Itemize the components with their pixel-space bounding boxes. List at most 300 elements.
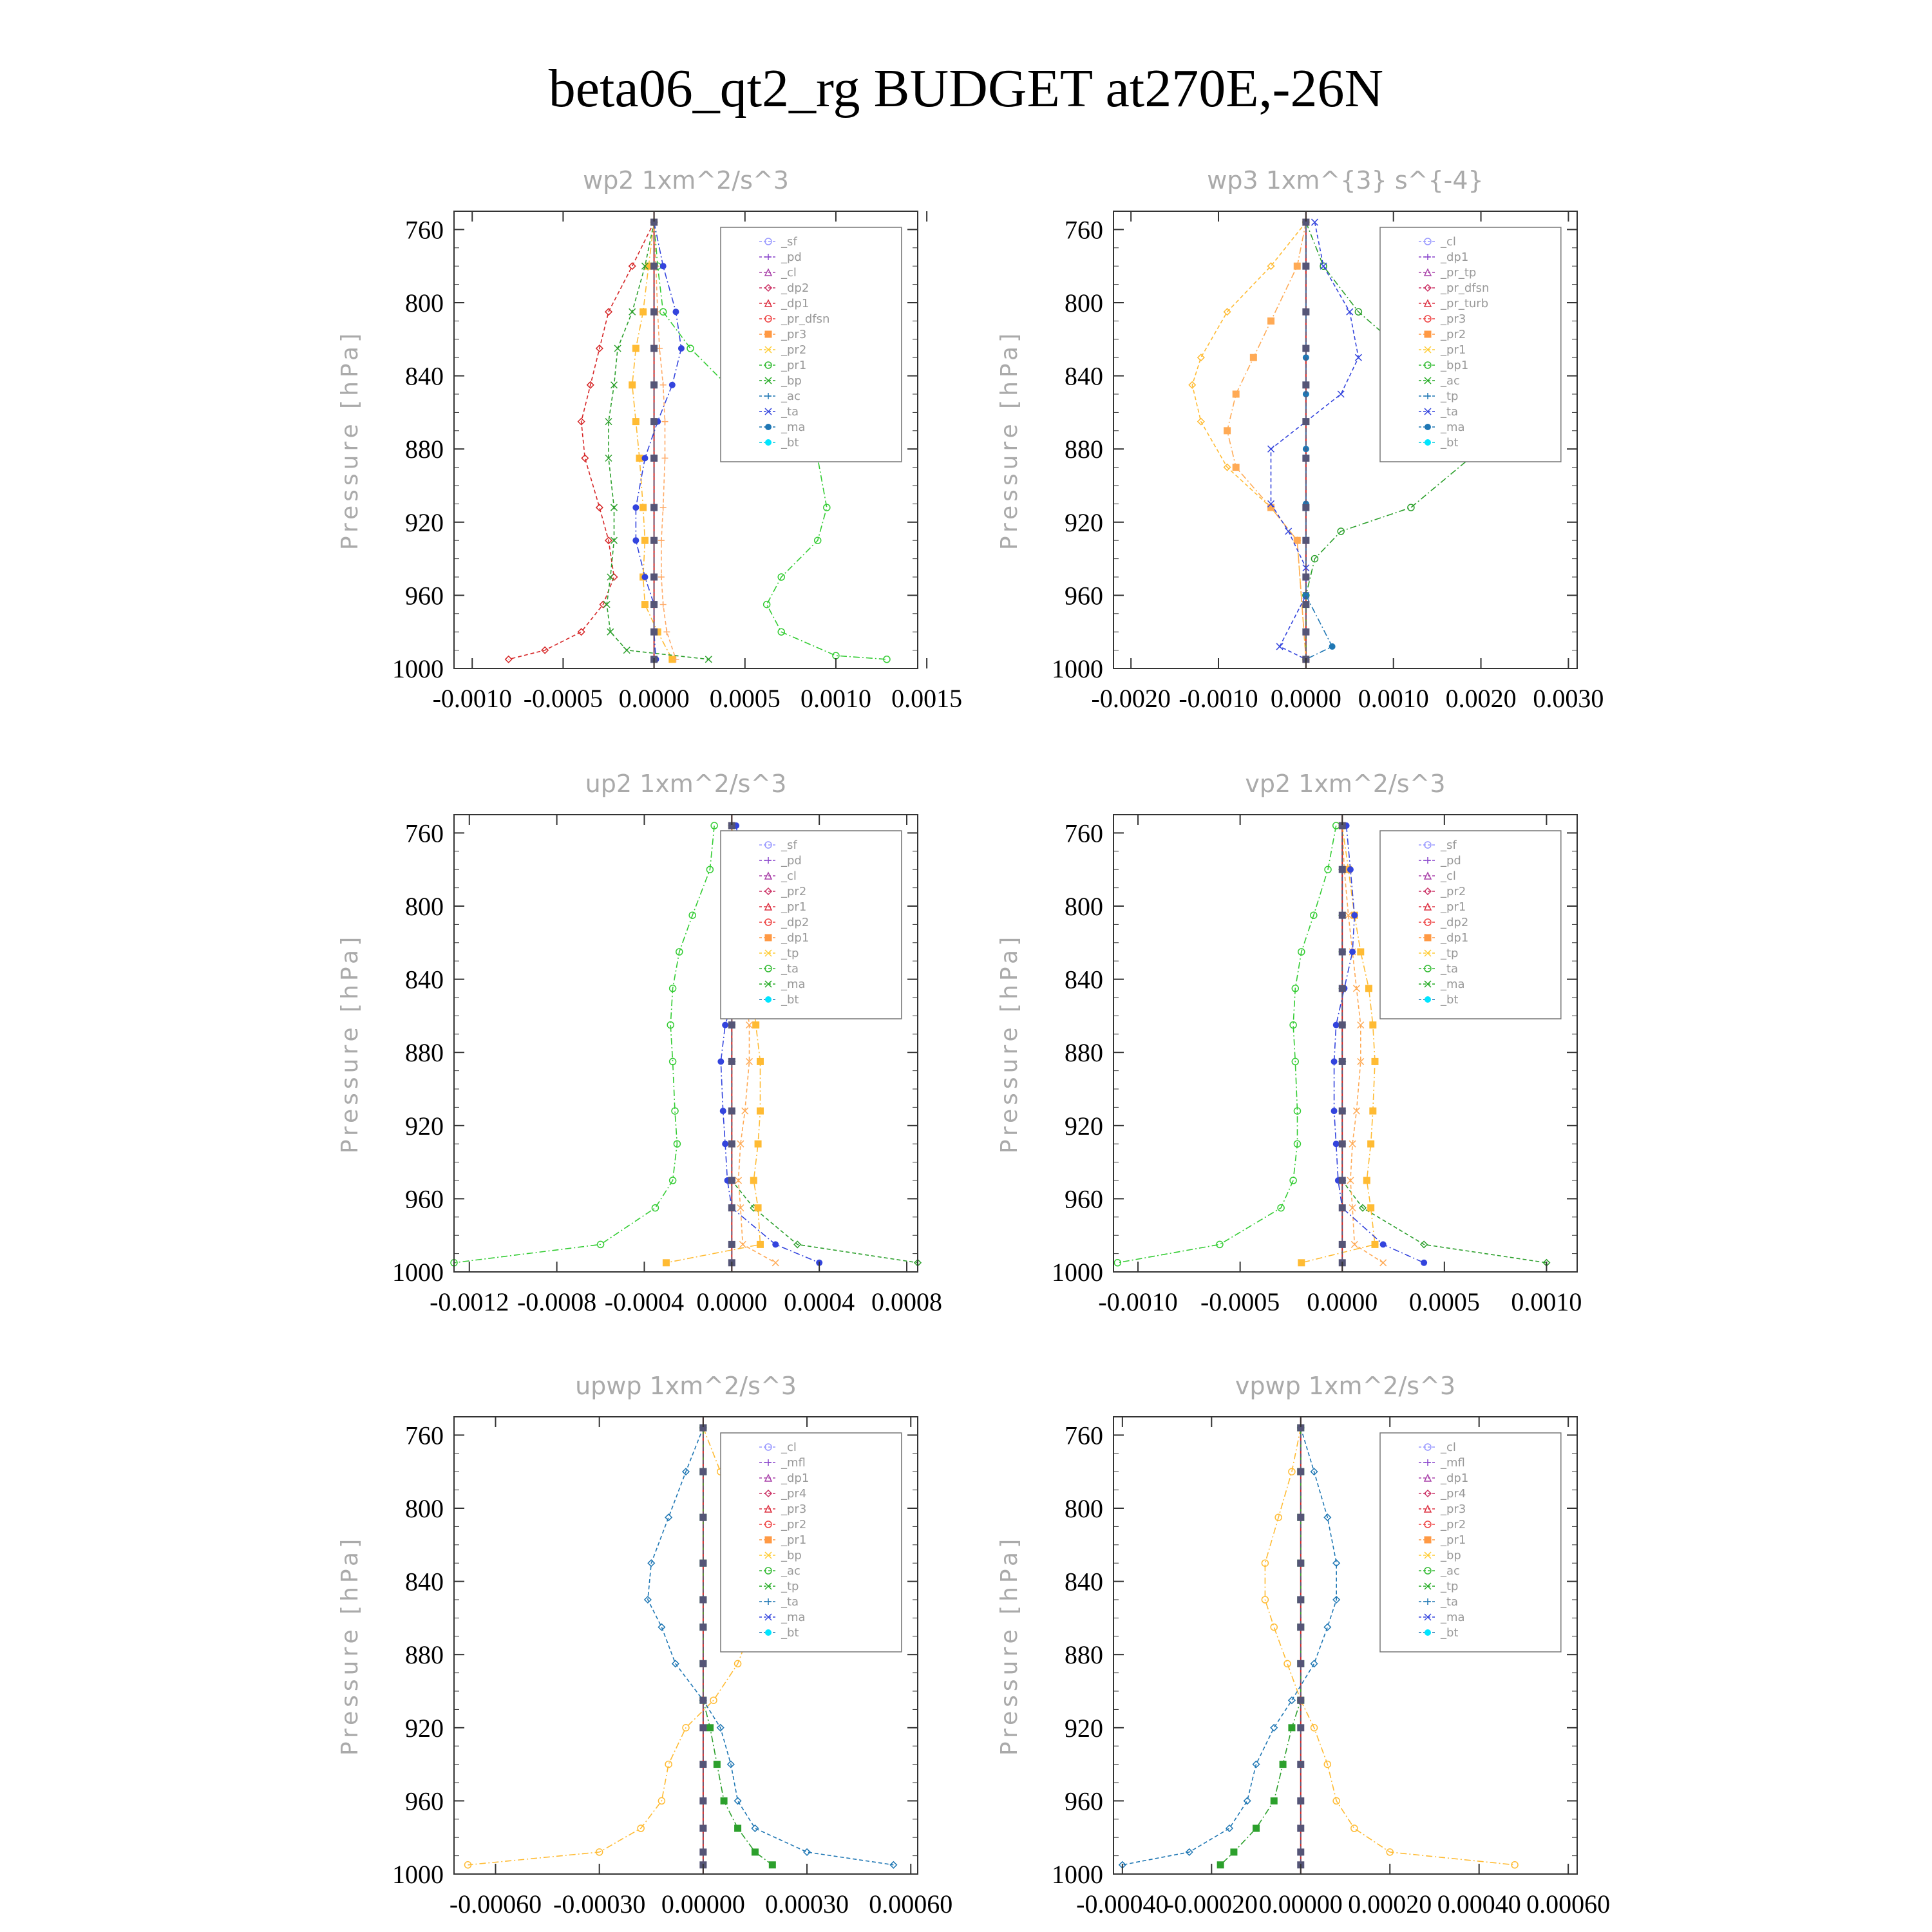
data-point	[705, 656, 712, 663]
legend-entry: _pr_dfsn	[781, 312, 830, 326]
data-point	[1233, 391, 1239, 397]
x-tick-label: 0.0000	[696, 1287, 768, 1316]
data-point	[1329, 643, 1336, 650]
legend-entry: _bt	[1441, 993, 1459, 1007]
legend-entry: _pr2	[1441, 1518, 1466, 1531]
y-tick-label: 840	[1065, 361, 1103, 391]
series-line-bp	[1220, 1428, 1301, 1865]
series-line-dp1	[509, 222, 654, 659]
data-point	[641, 455, 648, 461]
panel-title: wp3 1xm^{3} s^{-4}	[1207, 166, 1484, 194]
data-point	[672, 308, 679, 315]
x-tick-label: -0.0005	[523, 684, 603, 713]
y-tick-label: 840	[405, 1567, 444, 1596]
x-tick-label: 0.0008	[871, 1287, 943, 1316]
data-point	[1298, 1797, 1304, 1804]
series-line-pr3	[654, 222, 676, 659]
data-point	[629, 308, 636, 315]
legend-entry: _cl	[1441, 235, 1456, 249]
legend-box	[1380, 1433, 1561, 1652]
data-point	[1339, 1058, 1345, 1065]
data-point	[652, 1205, 658, 1211]
data-point	[1280, 1761, 1286, 1768]
legend-entry: _ma	[1441, 421, 1465, 434]
data-point	[1339, 1177, 1345, 1184]
chart-panel-2	[996, 166, 1604, 713]
y-tick-label: 920	[1065, 1713, 1103, 1743]
data-point	[1368, 1205, 1374, 1211]
data-point	[1339, 1241, 1345, 1247]
y-axis-label: Pressure [hPa]	[996, 933, 1023, 1154]
x-tick-label: 0.0010	[1511, 1287, 1582, 1316]
legend-marker	[1425, 424, 1431, 430]
data-point	[1333, 1141, 1340, 1147]
y-tick-label: 920	[405, 1111, 444, 1141]
legend-entry: _ta	[1441, 1595, 1459, 1609]
data-point	[665, 1514, 672, 1520]
data-point	[1298, 1624, 1304, 1631]
legend-entry: _pr3	[781, 1502, 807, 1516]
y-tick-label: 960	[1065, 1184, 1103, 1214]
data-point	[710, 1697, 717, 1703]
y-tick-label: 960	[405, 581, 444, 611]
legend-marker	[765, 331, 772, 337]
chart-panel-5	[337, 1372, 952, 1918]
y-tick-label: 880	[405, 435, 444, 464]
data-point	[700, 1849, 706, 1855]
data-point	[1421, 1260, 1427, 1266]
x-tick-label: 0.0000	[1307, 1287, 1378, 1316]
x-tick-label: -0.0004	[604, 1287, 685, 1316]
y-axis-label: Pressure [hPa]	[337, 1535, 363, 1756]
data-point	[641, 537, 648, 544]
data-point	[660, 263, 667, 269]
data-point	[1349, 949, 1356, 955]
data-point	[700, 1560, 706, 1566]
y-tick-label: 760	[1065, 1421, 1103, 1450]
y-tick-label: 760	[405, 215, 444, 245]
y-tick-label: 800	[1065, 1494, 1103, 1523]
data-point	[1303, 263, 1309, 269]
series-line-pr1	[1192, 222, 1306, 659]
y-tick-label: 1000	[1052, 1860, 1103, 1889]
data-point	[1303, 308, 1309, 315]
data-point	[707, 1725, 714, 1731]
data-point	[632, 419, 639, 425]
panel-title: upwp 1xm^2/s^3	[575, 1372, 797, 1400]
x-tick-label: -0.00060	[449, 1889, 542, 1918]
legend-entry: _ta	[1441, 962, 1459, 976]
data-point	[1285, 528, 1292, 535]
y-tick-label: 880	[405, 1038, 444, 1068]
data-point	[1363, 1177, 1370, 1184]
data-point	[1339, 949, 1345, 955]
data-point	[833, 652, 839, 659]
y-tick-label: 880	[1065, 1640, 1103, 1670]
data-point	[1347, 866, 1354, 873]
data-point	[1351, 1241, 1358, 1247]
data-point	[1339, 912, 1345, 918]
y-tick-label: 840	[405, 361, 444, 391]
legend-marker	[765, 1537, 772, 1543]
legend-box	[721, 831, 902, 1019]
data-point	[1303, 574, 1309, 580]
data-point	[1368, 1141, 1374, 1147]
data-point	[1294, 263, 1300, 269]
data-point	[614, 345, 621, 352]
data-point	[678, 345, 685, 352]
data-point	[670, 1058, 676, 1065]
x-tick-label: 0.00030	[765, 1889, 849, 1918]
data-point	[1298, 1697, 1304, 1703]
data-point	[1217, 1862, 1224, 1868]
y-tick-label: 760	[1065, 819, 1103, 848]
x-tick-label: 0.00060	[869, 1889, 953, 1918]
x-tick-label: 0.00000	[1258, 1889, 1343, 1918]
data-point	[1303, 537, 1309, 544]
data-point	[641, 574, 648, 580]
x-tick-label: 0.0000	[618, 684, 690, 713]
legend-entry: _ac	[1441, 374, 1460, 388]
panels-group	[337, 166, 1610, 1918]
data-point	[700, 1468, 706, 1475]
legend-entry: _bp	[781, 1549, 802, 1562]
y-tick-label: 920	[405, 1713, 444, 1743]
legend-entry: _ac	[781, 1564, 800, 1578]
x-tick-label: 0.0010	[1358, 684, 1429, 713]
chart-panel-6	[996, 1372, 1610, 1918]
legend-entry: _pd	[1441, 854, 1461, 867]
y-tick-label: 960	[405, 1184, 444, 1214]
legend-entry: _dp1	[1441, 931, 1469, 945]
data-point	[651, 382, 658, 388]
legend-entry: _tp	[781, 1580, 799, 1593]
series-line-pr1	[468, 1428, 759, 1865]
data-point	[1351, 1825, 1358, 1832]
legend-entry: _cl	[781, 869, 797, 883]
legend-entry: _cl	[781, 266, 797, 279]
data-point	[728, 1022, 735, 1028]
series-line-pr1	[1302, 826, 1375, 1263]
legend-entry: _pr1	[781, 1533, 807, 1547]
data-point	[714, 1761, 720, 1768]
legend-entry: _pr1	[781, 359, 807, 372]
data-point	[700, 1596, 706, 1603]
data-point	[728, 1241, 735, 1247]
legend-entry: _pr1	[1441, 1533, 1466, 1547]
legend-entry: _bt	[781, 436, 799, 450]
x-tick-label: 0.00000	[661, 1889, 745, 1918]
data-point	[1298, 1825, 1304, 1832]
y-tick-label: 1000	[392, 654, 444, 683]
data-point	[700, 1825, 706, 1832]
data-point	[700, 1624, 706, 1631]
data-point	[663, 629, 670, 635]
data-point	[1311, 1660, 1318, 1667]
panel-title: up2 1xm^2/s^3	[585, 770, 787, 798]
y-tick-label: 1000	[1052, 654, 1103, 683]
legend-entry: _ma	[1441, 1611, 1465, 1624]
data-point	[722, 1022, 728, 1028]
y-tick-label: 960	[1065, 581, 1103, 611]
y-tick-label: 880	[405, 1640, 444, 1670]
series-line-ta	[636, 222, 681, 659]
data-point	[735, 1177, 742, 1184]
data-point	[1320, 263, 1327, 269]
data-point	[1233, 464, 1239, 471]
data-point	[1339, 1108, 1345, 1114]
legend-entry: _tp	[1441, 390, 1459, 403]
series-line-ta	[1271, 222, 1359, 659]
legend-entry: _pd	[781, 251, 802, 264]
legend-entry: _sf	[781, 838, 797, 852]
data-point	[757, 1241, 763, 1247]
data-point	[1298, 1514, 1304, 1520]
data-point	[1198, 354, 1204, 361]
data-point	[1268, 504, 1274, 511]
data-point	[651, 601, 658, 608]
y-axis-label: Pressure [hPa]	[996, 329, 1023, 551]
legend-entry: _dp2	[781, 281, 810, 295]
legend-entry: _pr_dfsn	[1441, 281, 1490, 295]
series-line-dp1	[454, 826, 714, 1263]
data-point	[1339, 1141, 1345, 1147]
y-axis-label: Pressure [hPa]	[337, 933, 363, 1154]
chart-panel-3	[337, 770, 942, 1316]
legend-marker	[1425, 1629, 1431, 1636]
series-line-pr2	[632, 222, 672, 659]
legend-marker	[1425, 996, 1431, 1003]
data-point	[651, 629, 658, 635]
data-point	[669, 382, 676, 388]
y-tick-label: 840	[1065, 965, 1103, 994]
legend-entry: _bp1	[1441, 359, 1469, 372]
data-point	[1289, 1697, 1295, 1703]
data-point	[611, 504, 617, 511]
data-point	[632, 345, 639, 352]
y-tick-label: 800	[405, 1494, 444, 1523]
legend-entry: _pr1	[1441, 343, 1466, 357]
data-point	[769, 1862, 775, 1868]
data-point	[720, 1108, 726, 1114]
data-point	[687, 345, 694, 352]
data-point	[728, 1205, 735, 1211]
x-tick-label: -0.00030	[553, 1889, 646, 1918]
data-point	[728, 1141, 735, 1147]
data-point	[1298, 1468, 1304, 1475]
y-tick-label: 840	[405, 965, 444, 994]
x-tick-label: -0.0010	[1179, 684, 1258, 713]
y-tick-label: 920	[1065, 507, 1103, 537]
legend-entry: _pr2	[781, 343, 807, 357]
legend-entry: _ma	[781, 421, 806, 434]
legend-entry: _dp2	[1441, 916, 1469, 929]
x-tick-label: -0.0020	[1091, 684, 1171, 713]
data-point	[1339, 1205, 1345, 1211]
data-point	[728, 1177, 735, 1184]
legend-entry: _ta	[781, 405, 799, 419]
data-point	[764, 601, 770, 608]
chart-panel-1	[337, 166, 962, 713]
y-tick-label: 840	[1065, 1567, 1103, 1596]
data-point	[658, 537, 665, 544]
y-tick-label: 920	[1065, 1111, 1103, 1141]
y-tick-label: 880	[1065, 1038, 1103, 1068]
data-point	[629, 382, 636, 388]
legend-box	[1380, 831, 1561, 1019]
x-tick-label: 0.0004	[784, 1287, 855, 1316]
x-tick-label: -0.0010	[1098, 1287, 1178, 1316]
x-tick-label: 0.0020	[1445, 684, 1517, 713]
legend-entry: _cl	[781, 1441, 797, 1454]
data-point	[753, 1022, 759, 1028]
data-point	[1298, 1596, 1304, 1603]
legend-entry: _ta	[781, 962, 799, 976]
data-point	[651, 263, 658, 269]
data-point	[1372, 1241, 1378, 1247]
legend-entry: _pr2	[781, 885, 807, 898]
data-point	[1294, 537, 1300, 544]
y-tick-label: 760	[405, 819, 444, 848]
y-tick-label: 760	[1065, 215, 1103, 245]
data-point	[1333, 1022, 1340, 1028]
data-point	[640, 504, 647, 511]
data-point	[1276, 643, 1283, 650]
legend-marker	[1425, 1537, 1431, 1543]
legend-entry: _cl	[1441, 869, 1456, 883]
data-point	[700, 1514, 706, 1520]
y-tick-label: 1000	[392, 1258, 444, 1287]
y-tick-label: 800	[1065, 289, 1103, 317]
x-tick-label: 0.00020	[1348, 1889, 1432, 1918]
legend-box	[721, 1433, 902, 1652]
data-point	[651, 419, 658, 425]
legend-entry: _pr4	[781, 1487, 807, 1501]
data-point	[700, 1797, 706, 1804]
legend-entry: _ta	[1441, 405, 1459, 419]
data-point	[728, 1058, 735, 1065]
data-point	[757, 1058, 763, 1065]
y-tick-label: 960	[1065, 1786, 1103, 1816]
legend-entry: _pr3	[1441, 1502, 1466, 1516]
series-line-ac	[607, 222, 708, 659]
y-tick-label: 1000	[392, 1860, 444, 1889]
data-point	[662, 455, 668, 461]
legend-entry: _bp	[1441, 1549, 1461, 1562]
data-point	[1408, 504, 1414, 511]
data-point	[752, 1825, 758, 1832]
y-tick-label: 760	[405, 1421, 444, 1450]
data-point	[1224, 428, 1231, 434]
legend-entry: _bt	[781, 1626, 799, 1640]
data-point	[1303, 419, 1309, 425]
data-point	[1244, 1797, 1251, 1804]
legend-entry: _pr_tp	[1441, 266, 1477, 279]
data-point	[1331, 1058, 1338, 1065]
data-point	[658, 1624, 665, 1631]
legend-box	[721, 227, 902, 462]
legend-marker	[765, 1629, 772, 1636]
y-tick-label: 880	[1065, 435, 1103, 464]
x-tick-label: 0.0015	[891, 684, 963, 713]
data-point	[1271, 1725, 1277, 1731]
data-point	[752, 1849, 758, 1855]
data-point	[1231, 1849, 1237, 1855]
legend-marker	[1425, 934, 1431, 941]
legend-entry: _bt	[1441, 436, 1459, 450]
legend-marker	[1425, 439, 1431, 446]
y-tick-label: 800	[405, 289, 444, 317]
data-point	[1253, 1825, 1260, 1832]
legend-entry: _ma	[781, 978, 806, 991]
data-point	[1339, 866, 1345, 873]
data-point	[660, 382, 667, 388]
data-point	[1298, 1725, 1304, 1731]
data-point	[750, 1177, 757, 1184]
x-tick-label: -0.00020	[1165, 1889, 1258, 1918]
data-point	[651, 504, 658, 511]
legend-entry: _bt	[781, 993, 799, 1007]
data-point	[1284, 1660, 1291, 1667]
legend-entry: _tp	[1441, 1580, 1459, 1593]
x-tick-label: 0.0005	[709, 684, 781, 713]
legend-entry: _pr1	[781, 900, 807, 914]
data-point	[700, 1761, 706, 1768]
legend-entry: _pr2	[1441, 328, 1466, 341]
data-point	[651, 308, 658, 315]
y-tick-label: 960	[405, 1786, 444, 1816]
data-point	[1298, 1260, 1305, 1266]
data-point	[1303, 601, 1309, 608]
data-point	[735, 1825, 741, 1832]
data-point	[1338, 391, 1344, 397]
data-point	[1351, 912, 1358, 918]
legend-entry: _ta	[781, 1595, 799, 1609]
data-point	[660, 601, 667, 608]
data-point	[641, 601, 648, 608]
data-point	[1298, 1560, 1304, 1566]
data-point	[632, 537, 639, 544]
data-point	[1347, 1177, 1354, 1184]
series-line-pr2	[1227, 222, 1306, 659]
x-tick-label: 0.0030	[1533, 684, 1604, 713]
data-point	[1358, 949, 1364, 955]
legend-entry: _dp1	[1441, 1472, 1469, 1485]
data-point	[651, 574, 658, 580]
legend-entry: _dp2	[781, 916, 810, 929]
data-point	[1298, 1761, 1304, 1768]
y-tick-label: 800	[405, 892, 444, 921]
legend-entry: _pr2	[1441, 885, 1466, 898]
legend-entry: _sf	[781, 235, 797, 249]
data-point	[700, 1660, 706, 1667]
data-point	[700, 1725, 706, 1731]
legend-entry: _mfl	[781, 1456, 806, 1470]
data-point	[1268, 446, 1274, 452]
series-line-dp1	[1117, 826, 1336, 1263]
data-point	[605, 308, 612, 315]
y-tick-label: 920	[405, 507, 444, 537]
data-point	[700, 1697, 706, 1703]
x-tick-label: -0.0012	[430, 1287, 509, 1316]
legend-entry: _ac	[1441, 1564, 1460, 1578]
data-point	[1303, 629, 1309, 635]
data-point	[1372, 1058, 1378, 1065]
data-point	[1324, 1624, 1331, 1631]
legend-entry: _dp1	[1441, 251, 1469, 264]
legend-marker	[765, 424, 772, 430]
legend-entry: _bp	[781, 374, 802, 388]
